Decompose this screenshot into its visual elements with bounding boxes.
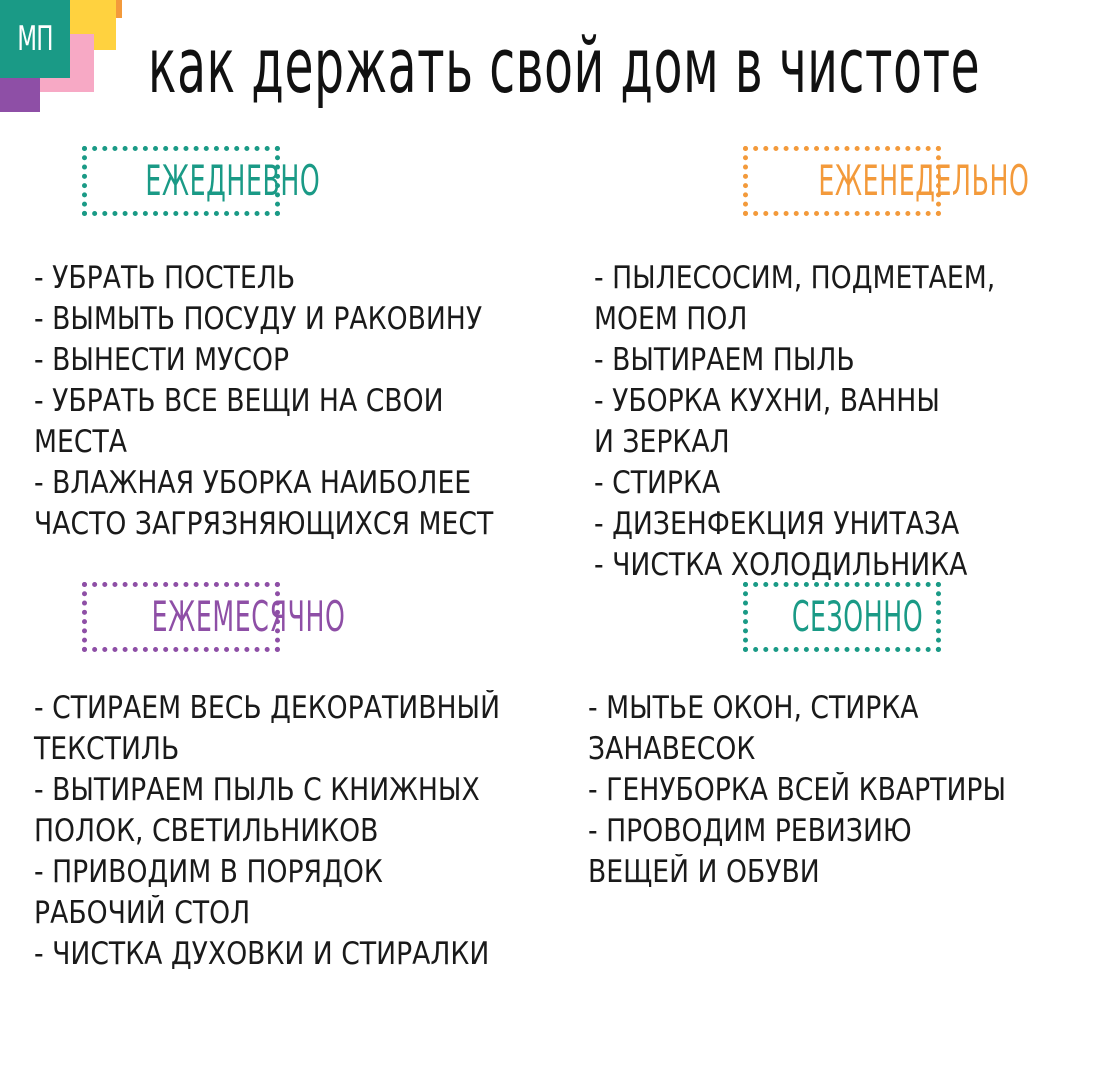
list-item: - УБОРКА КУХНИ, ВАННЫ bbox=[594, 383, 940, 419]
list-item: РАБОЧИЙ СТОЛ bbox=[34, 895, 251, 931]
list-item: - ВЛАЖНАЯ УБОРКА НАИБОЛЕЕ bbox=[34, 465, 472, 501]
list-item: - УБРАТЬ ВСЕ ВЕЩИ НА СВОИ bbox=[34, 383, 444, 419]
monthly-task-list bbox=[34, 688, 576, 975]
list-item: - ВЫМЫТЬ ПОСУДУ И РАКОВИНУ bbox=[34, 301, 483, 337]
badge-weekly-label: ЕЖЕНЕДЕЛЬНО bbox=[818, 156, 1030, 205]
badge-seasonal-label: СЕЗОННО bbox=[791, 592, 924, 641]
list-item: - СТИРАЕМ ВЕСЬ ДЕКОРАТИВНЫЙ bbox=[34, 690, 501, 726]
list-item: - МЫТЬЕ ОКОН, СТИРКА bbox=[588, 690, 919, 726]
weekly-task-list bbox=[594, 258, 1061, 586]
seasonal-task-list bbox=[588, 688, 1074, 893]
list-item: - СТИРКА bbox=[594, 465, 721, 501]
badge-weekly bbox=[743, 146, 1030, 216]
list-item: - ЧИСТКА ДУХОВКИ И СТИРАЛКИ bbox=[34, 936, 490, 972]
list-item: - ПЫЛЕСОСИМ, ПОДМЕТАЕМ, bbox=[594, 260, 996, 296]
list-item: - ЧИСТКА ХОЛОДИЛЬНИКА bbox=[594, 547, 968, 583]
logo-text: МП bbox=[17, 19, 53, 59]
list-item: ВЕЩЕЙ И ОБУВИ bbox=[588, 854, 820, 890]
list-item: - ПРОВОДИМ РЕВИЗИЮ bbox=[588, 813, 912, 849]
badge-daily bbox=[82, 146, 321, 216]
page-title: как держать свой дом в чистоте bbox=[148, 21, 981, 110]
badge-seasonal bbox=[743, 582, 941, 652]
badge-daily-label: ЕЖЕДНЕВНО bbox=[145, 156, 321, 205]
daily-task-list bbox=[34, 258, 568, 545]
list-item: - ВЫТИРАЕМ ПЫЛЬ bbox=[594, 342, 855, 378]
list-item: - ВЫТИРАЕМ ПЫЛЬ С КНИЖНЫХ bbox=[34, 772, 480, 808]
list-item: ТЕКСТИЛЬ bbox=[34, 731, 180, 767]
list-item: ЧАСТО ЗАГРЯЗНЯЮЩИХСЯ МЕСТ bbox=[34, 506, 494, 542]
badge-monthly bbox=[82, 582, 346, 652]
list-item: - ВЫНЕСТИ МУСОР bbox=[34, 342, 290, 378]
list-item: - УБРАТЬ ПОСТЕЛЬ bbox=[34, 260, 296, 296]
list-item: ПОЛОК, СВЕТИЛЬНИКОВ bbox=[34, 813, 379, 849]
list-item: МОЕМ ПОЛ bbox=[594, 301, 748, 337]
list-item: - ГЕНУБОРКА ВСЕЙ КВАРТИРЫ bbox=[588, 772, 1007, 808]
brand-logo bbox=[0, 0, 120, 115]
list-item: МЕСТА bbox=[34, 424, 127, 460]
list-item: И ЗЕРКАЛ bbox=[594, 424, 730, 460]
list-item: ЗАНАВЕСОК bbox=[588, 731, 756, 767]
badge-monthly-label: ЕЖЕМЕСЯЧНО bbox=[151, 592, 346, 641]
list-item: - ПРИВОДИМ В ПОРЯДОК bbox=[34, 854, 383, 890]
list-item: - ДИЗЕНФЕКЦИЯ УНИТАЗА bbox=[594, 506, 960, 542]
